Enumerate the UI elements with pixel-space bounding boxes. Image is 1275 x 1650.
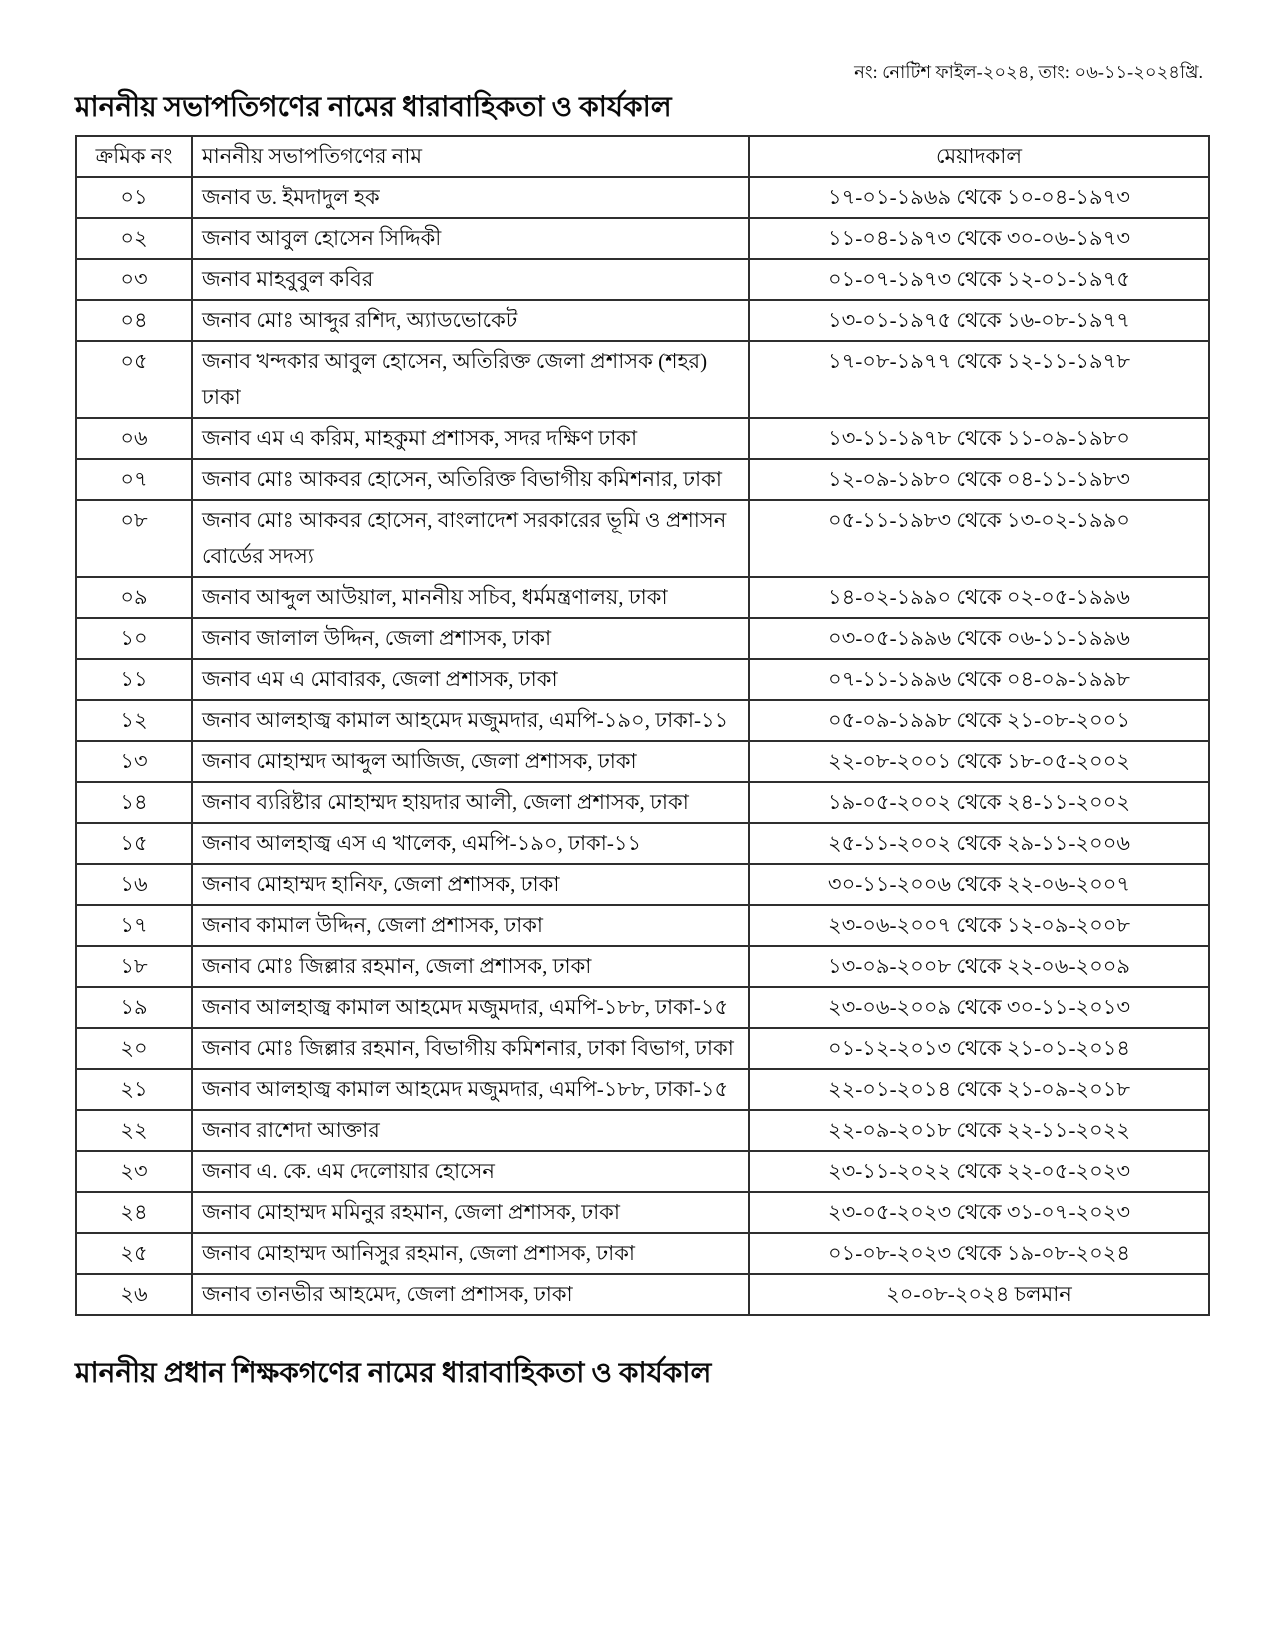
tenure-cell: ২৩-০৬-২০০৭ থেকে ১২-০৯-২০০৮ (749, 905, 1209, 946)
name-cell: জনাব এম এ মোবারক, জেলা প্রশাসক, ঢাকা (192, 659, 749, 700)
name-cell: জনাব তানভীর আহমেদ, জেলা প্রশাসক, ঢাকা (192, 1274, 749, 1315)
tenure-cell: ০৩-০৫-১৯৯৬ থেকে ০৬-১১-১৯৯৬ (749, 618, 1209, 659)
table-row (76, 1069, 1209, 1110)
table-row (76, 782, 1209, 823)
table-row (76, 741, 1209, 782)
serial-cell: ১৪ (76, 782, 192, 823)
table-row (76, 1233, 1209, 1274)
name-cell: জনাব মোঃ আকবর হোসেন, বাংলাদেশ সরকারের ভূমি ও প্রশাসন বোর্ডের সদস্য (192, 500, 749, 577)
name-cell: জনাব মোহাম্মদ আব্দুল আজিজ, জেলা প্রশাসক, ঢাকা (192, 741, 749, 782)
serial-cell: ০৭ (76, 459, 192, 500)
name-cell: জনাব মোহাম্মদ হানিফ, জেলা প্রশাসক, ঢাকা (192, 864, 749, 905)
tenure-cell: ২২-০১-২০১৪ থেকে ২১-০৯-২০১৮ (749, 1069, 1209, 1110)
chairpersons-table (75, 135, 1210, 1316)
serial-cell: ০৯ (76, 577, 192, 618)
column-header-tenure: মেয়াদকাল (749, 136, 1209, 177)
serial-cell: ২২ (76, 1110, 192, 1151)
serial-cell: ১১ (76, 659, 192, 700)
table-row (76, 946, 1209, 987)
table-row (76, 341, 1209, 418)
table-row (76, 500, 1209, 577)
tenure-cell: ১৩-০৯-২০০৮ থেকে ২২-০৬-২০০৯ (749, 946, 1209, 987)
name-cell: জনাব কামাল উদ্দিন, জেলা প্রশাসক, ঢাকা (192, 905, 749, 946)
name-cell: জনাব আলহাজ্ব কামাল আহমেদ মজুমদার, এমপি-১৮৮, ঢাকা-১৫ (192, 987, 749, 1028)
table-header (76, 136, 1209, 177)
name-cell: জনাব মোঃ জিল্লার রহমান, বিভাগীয় কমিশনার, ঢাকা বিভাগ, ঢাকা (192, 1028, 749, 1069)
tenure-cell: ২২-০৮-২০০১ থেকে ১৮-০৫-২০০২ (749, 741, 1209, 782)
name-cell: জনাব এ. কে. এম দেলোয়ার হোসেন (192, 1151, 749, 1192)
next-section-heading: মাননীয় প্রধান শিক্ষকগণের নামের ধারাবাহিকতা ও কার্যকাল (75, 1358, 712, 1389)
tenure-cell: ১৭-০১-১৯৬৯ থেকে ১০-০৪-১৯৭৩ (749, 177, 1209, 218)
serial-cell: ১৯ (76, 987, 192, 1028)
name-cell: জনাব জালাল উদ্দিন, জেলা প্রশাসক, ঢাকা (192, 618, 749, 659)
tenure-cell: ১৯-০৫-২০০২ থেকে ২৪-১১-২০০২ (749, 782, 1209, 823)
name-cell: জনাব মোহাম্মদ আনিসুর রহমান, জেলা প্রশাসক, ঢাকা (192, 1233, 749, 1274)
serial-cell: ০৮ (76, 500, 192, 577)
name-cell: জনাব আবুল হোসেন সিদ্দিকী (192, 218, 749, 259)
name-cell: জনাব আলহাজ্ব কামাল আহমেদ মজুমদার, এমপি-১৯০, ঢাকা-১১ (192, 700, 749, 741)
tenure-cell: ১৪-০২-১৯৯০ থেকে ০২-০৫-১৯৯৬ (749, 577, 1209, 618)
name-cell: জনাব আব্দুল আউয়াল, মাননীয় সচিব, ধর্মমন্ত্রণালয়, ঢাকা (192, 577, 749, 618)
table-row (76, 618, 1209, 659)
serial-cell: ২৪ (76, 1192, 192, 1233)
table-row (76, 1110, 1209, 1151)
name-cell: জনাব আলহাজ্ব কামাল আহমেদ মজুমদার, এমপি-১৮৮, ঢাকা-১৫ (192, 1069, 749, 1110)
name-cell: জনাব মোঃ আকবর হোসেন, অতিরিক্ত বিভাগীয় কমিশনার, ঢাকা (192, 459, 749, 500)
table-row (76, 823, 1209, 864)
name-cell: জনাব ড. ইমদাদুল হক (192, 177, 749, 218)
serial-cell: ০২ (76, 218, 192, 259)
serial-cell: ২১ (76, 1069, 192, 1110)
table-row (76, 300, 1209, 341)
table-row (76, 987, 1209, 1028)
serial-cell: ১৩ (76, 741, 192, 782)
table-row (76, 1028, 1209, 1069)
name-cell: জনাব ব্যরিষ্টার মোহাম্মদ হায়দার আলী, জেলা প্রশাসক, ঢাকা (192, 782, 749, 823)
serial-cell: ০৩ (76, 259, 192, 300)
tenure-cell: ১৩-০১-১৯৭৫ থেকে ১৬-০৮-১৯৭৭ (749, 300, 1209, 341)
serial-cell: ১২ (76, 700, 192, 741)
name-cell: জনাব মোঃ জিল্লার রহমান, জেলা প্রশাসক, ঢাকা (192, 946, 749, 987)
table-row (76, 577, 1209, 618)
column-header-serial: ক্রমিক নং (76, 136, 192, 177)
column-header-name: মাননীয় সভাপতিগণের নাম (192, 136, 749, 177)
table-row (76, 1274, 1209, 1315)
serial-cell: ১৫ (76, 823, 192, 864)
name-cell: জনাব আলহাজ্ব এস এ খালেক, এমপি-১৯০, ঢাকা-১১ (192, 823, 749, 864)
name-cell: জনাব এম এ করিম, মাহকুমা প্রশাসক, সদর দক্ষিণ ঢাকা (192, 418, 749, 459)
tenure-cell: ০৭-১১-১৯৯৬ থেকে ০৪-০৯-১৯৯৮ (749, 659, 1209, 700)
tenure-cell: ১১-০৪-১৯৭৩ থেকে ৩০-০৬-১৯৭৩ (749, 218, 1209, 259)
name-cell: জনাব মোঃ আব্দুর রশিদ, অ্যাডভোকেট (192, 300, 749, 341)
serial-cell: ০৪ (76, 300, 192, 341)
table-row (76, 459, 1209, 500)
table-row (76, 700, 1209, 741)
table-row (76, 418, 1209, 459)
tenure-cell: ২৫-১১-২০০২ থেকে ২৯-১১-২০০৬ (749, 823, 1209, 864)
serial-cell: ১৮ (76, 946, 192, 987)
serial-cell: ০৫ (76, 341, 192, 418)
tenure-cell: ৩০-১১-২০০৬ থেকে ২২-০৬-২০০৭ (749, 864, 1209, 905)
serial-cell: ২৬ (76, 1274, 192, 1315)
tenure-cell: ০১-১২-২০১৩ থেকে ২১-০১-২০১৪ (749, 1028, 1209, 1069)
tenure-cell: ০৫-১১-১৯৮৩ থেকে ১৩-০২-১৯৯০ (749, 500, 1209, 577)
serial-cell: ২৩ (76, 1151, 192, 1192)
table-row (76, 1151, 1209, 1192)
tenure-cell: ০১-০৭-১৯৭৩ থেকে ১২-০১-১৯৭৫ (749, 259, 1209, 300)
tenure-cell: ২৩-০৬-২০০৯ থেকে ৩০-১১-২০১৩ (749, 987, 1209, 1028)
serial-cell: ২৫ (76, 1233, 192, 1274)
tenure-cell: ০৫-০৯-১৯৯৮ থেকে ২১-০৮-২০০১ (749, 700, 1209, 741)
tenure-cell: ০১-০৮-২০২৩ থেকে ১৯-০৮-২০২৪ (749, 1233, 1209, 1274)
serial-cell: ২০ (76, 1028, 192, 1069)
name-cell: জনাব মাহবুবুল কবির (192, 259, 749, 300)
table-row (76, 259, 1209, 300)
serial-cell: ০৬ (76, 418, 192, 459)
name-cell: জনাব মোহাম্মদ মমিনুর রহমান, জেলা প্রশাসক, ঢাকা (192, 1192, 749, 1233)
serial-cell: ০১ (76, 177, 192, 218)
table-row (76, 659, 1209, 700)
page-title: মাননীয় সভাপতিগণের নামের ধারাবাহিকতা ও কার্যকাল (75, 92, 672, 123)
serial-cell: ১০ (76, 618, 192, 659)
serial-cell: ১৬ (76, 864, 192, 905)
table-row (76, 905, 1209, 946)
table-row (76, 177, 1209, 218)
name-cell: জনাব রাশেদা আক্তার (192, 1110, 749, 1151)
tenure-cell: ২৩-০৫-২০২৩ থেকে ৩১-০৭-২০২৩ (749, 1192, 1209, 1233)
tenure-cell: ১৩-১১-১৯৭৮ থেকে ১১-০৯-১৯৮০ (749, 418, 1209, 459)
tenure-cell: ১২-০৯-১৯৮০ থেকে ০৪-১১-১৯৮৩ (749, 459, 1209, 500)
tenure-cell: ১৭-০৮-১৯৭৭ থেকে ১২-১১-১৯৭৮ (749, 341, 1209, 418)
reference-note: নং: নোটিশ ফাইল-২০২৪, তাং: ০৬-১১-২০২৪খ্রি. (854, 62, 1203, 82)
tenure-cell: ২৩-১১-২০২২ থেকে ২২-০৫-২০২৩ (749, 1151, 1209, 1192)
table-row (76, 218, 1209, 259)
table-body (76, 177, 1209, 1315)
table-row (76, 1192, 1209, 1233)
serial-cell: ১৭ (76, 905, 192, 946)
name-cell: জনাব খন্দকার আবুল হোসেন, অতিরিক্ত জেলা প্রশাসক (শহর) ঢাকা (192, 341, 749, 418)
tenure-cell: ২০-০৮-২০২৪ চলমান (749, 1274, 1209, 1315)
table-row (76, 864, 1209, 905)
table-header-row (76, 136, 1209, 177)
tenure-cell: ২২-০৯-২০১৮ থেকে ২২-১১-২০২২ (749, 1110, 1209, 1151)
